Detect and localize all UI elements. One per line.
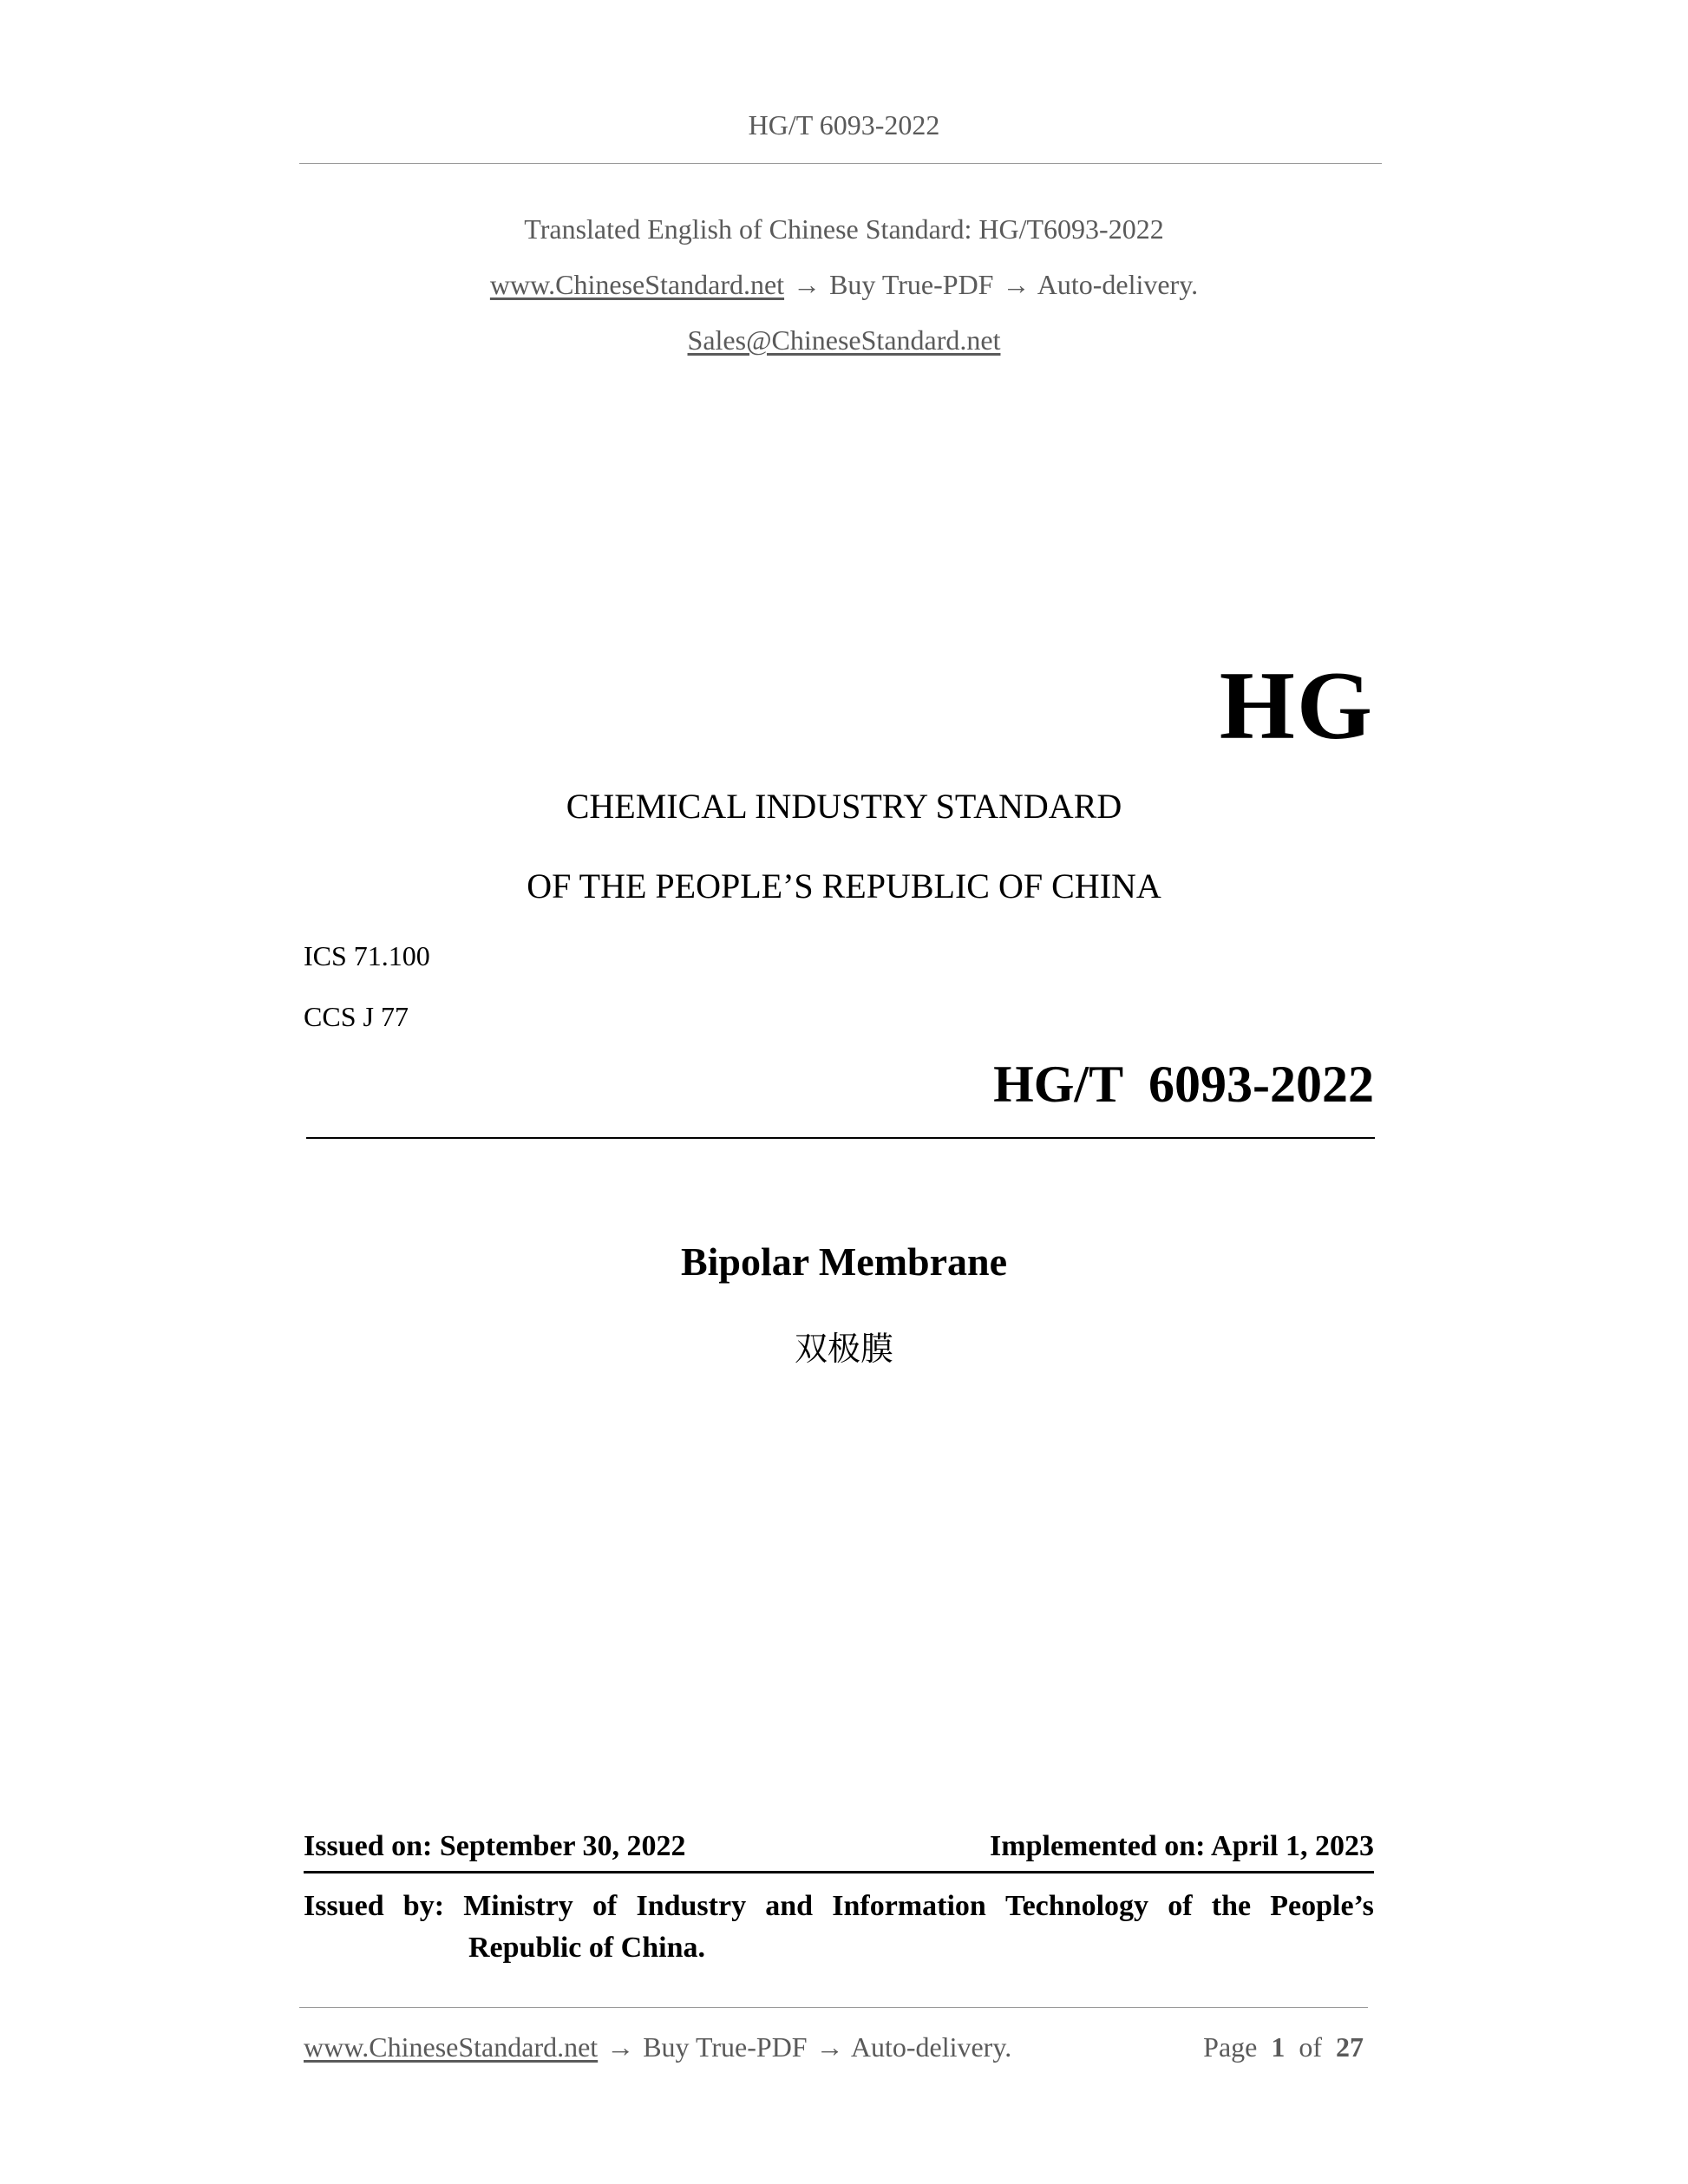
issued-by-word: of [1168,1890,1193,1922]
buy-text: Buy True-PDF [829,269,994,300]
issued-by-line-2: Republic of China. [468,1932,705,1964]
footer-buy-text: Buy True-PDF [643,2031,808,2063]
issued-by [304,1886,1374,1969]
page-indicator [1203,2031,1364,2063]
arrow-right-icon: → [1002,269,1030,300]
issued-by-word: Industry [636,1890,747,1922]
issued-by-word: and [765,1890,814,1922]
issued-by-word: People’s [1270,1890,1374,1922]
document-title-zh: 双极膜 [794,1330,893,1368]
issued-by-word: Ministry [463,1890,573,1922]
issued-by-word: of [592,1890,618,1922]
sales-email-link[interactable]: Sales@ChineseStandard.net [687,324,1001,356]
header-divider [299,163,1382,164]
footer-buy-notice [304,2031,1011,2063]
delivery-text: Auto-delivery. [1037,269,1199,300]
email-notice [0,324,1688,356]
issued-by-word: by: [402,1890,445,1922]
running-header: HG/T 6093-2022 [748,109,940,141]
page-current: 1 [1271,2031,1286,2063]
standard-number-divider [306,1137,1375,1139]
ccs-code: CCS J 77 [304,1001,409,1032]
page-total: 27 [1336,2031,1364,2063]
footer-delivery-text: Auto-delivery. [850,2031,1012,2063]
arrow-right-icon: → [606,2031,635,2063]
document-title-en: Bipolar Membrane [680,1239,1008,1284]
hg-logo: HG [1219,652,1374,760]
arrow-right-icon: → [815,2031,844,2063]
of-label: of [1299,2031,1322,2063]
footer-website-link[interactable]: www.ChineseStandard.net [304,2031,599,2063]
standard-number: HG/T 6093-2022 [993,1056,1374,1113]
issued-by-word: the [1211,1890,1252,1922]
standard-type-line-1: CHEMICAL INDUSTRY STANDARD [566,787,1122,826]
issue-divider [304,1871,1374,1873]
website-link[interactable]: www.ChineseStandard.net [489,269,785,300]
issued-by-word: Issued [304,1890,384,1922]
issued-by-word: Information [832,1890,986,1922]
implemented-on-date: Implemented on: April 1, 2023 [990,1830,1374,1862]
footer-divider [299,2007,1368,2008]
page-label: Page [1203,2031,1258,2063]
translated-notice: Translated English of Chinese Standard: HG/T6093-2022 [524,213,1164,245]
ics-code: ICS 71.100 [304,940,430,971]
buy-notice [0,269,1688,301]
issued-by-line-1 [304,1886,1374,1927]
arrow-right-icon: → [793,269,821,300]
issued-by-word: Technology [1005,1890,1149,1922]
standard-type-line-2: OF THE PEOPLE’S REPUBLIC OF CHINA [527,866,1161,906]
issued-on-date: Issued on: September 30, 2022 [304,1830,686,1862]
